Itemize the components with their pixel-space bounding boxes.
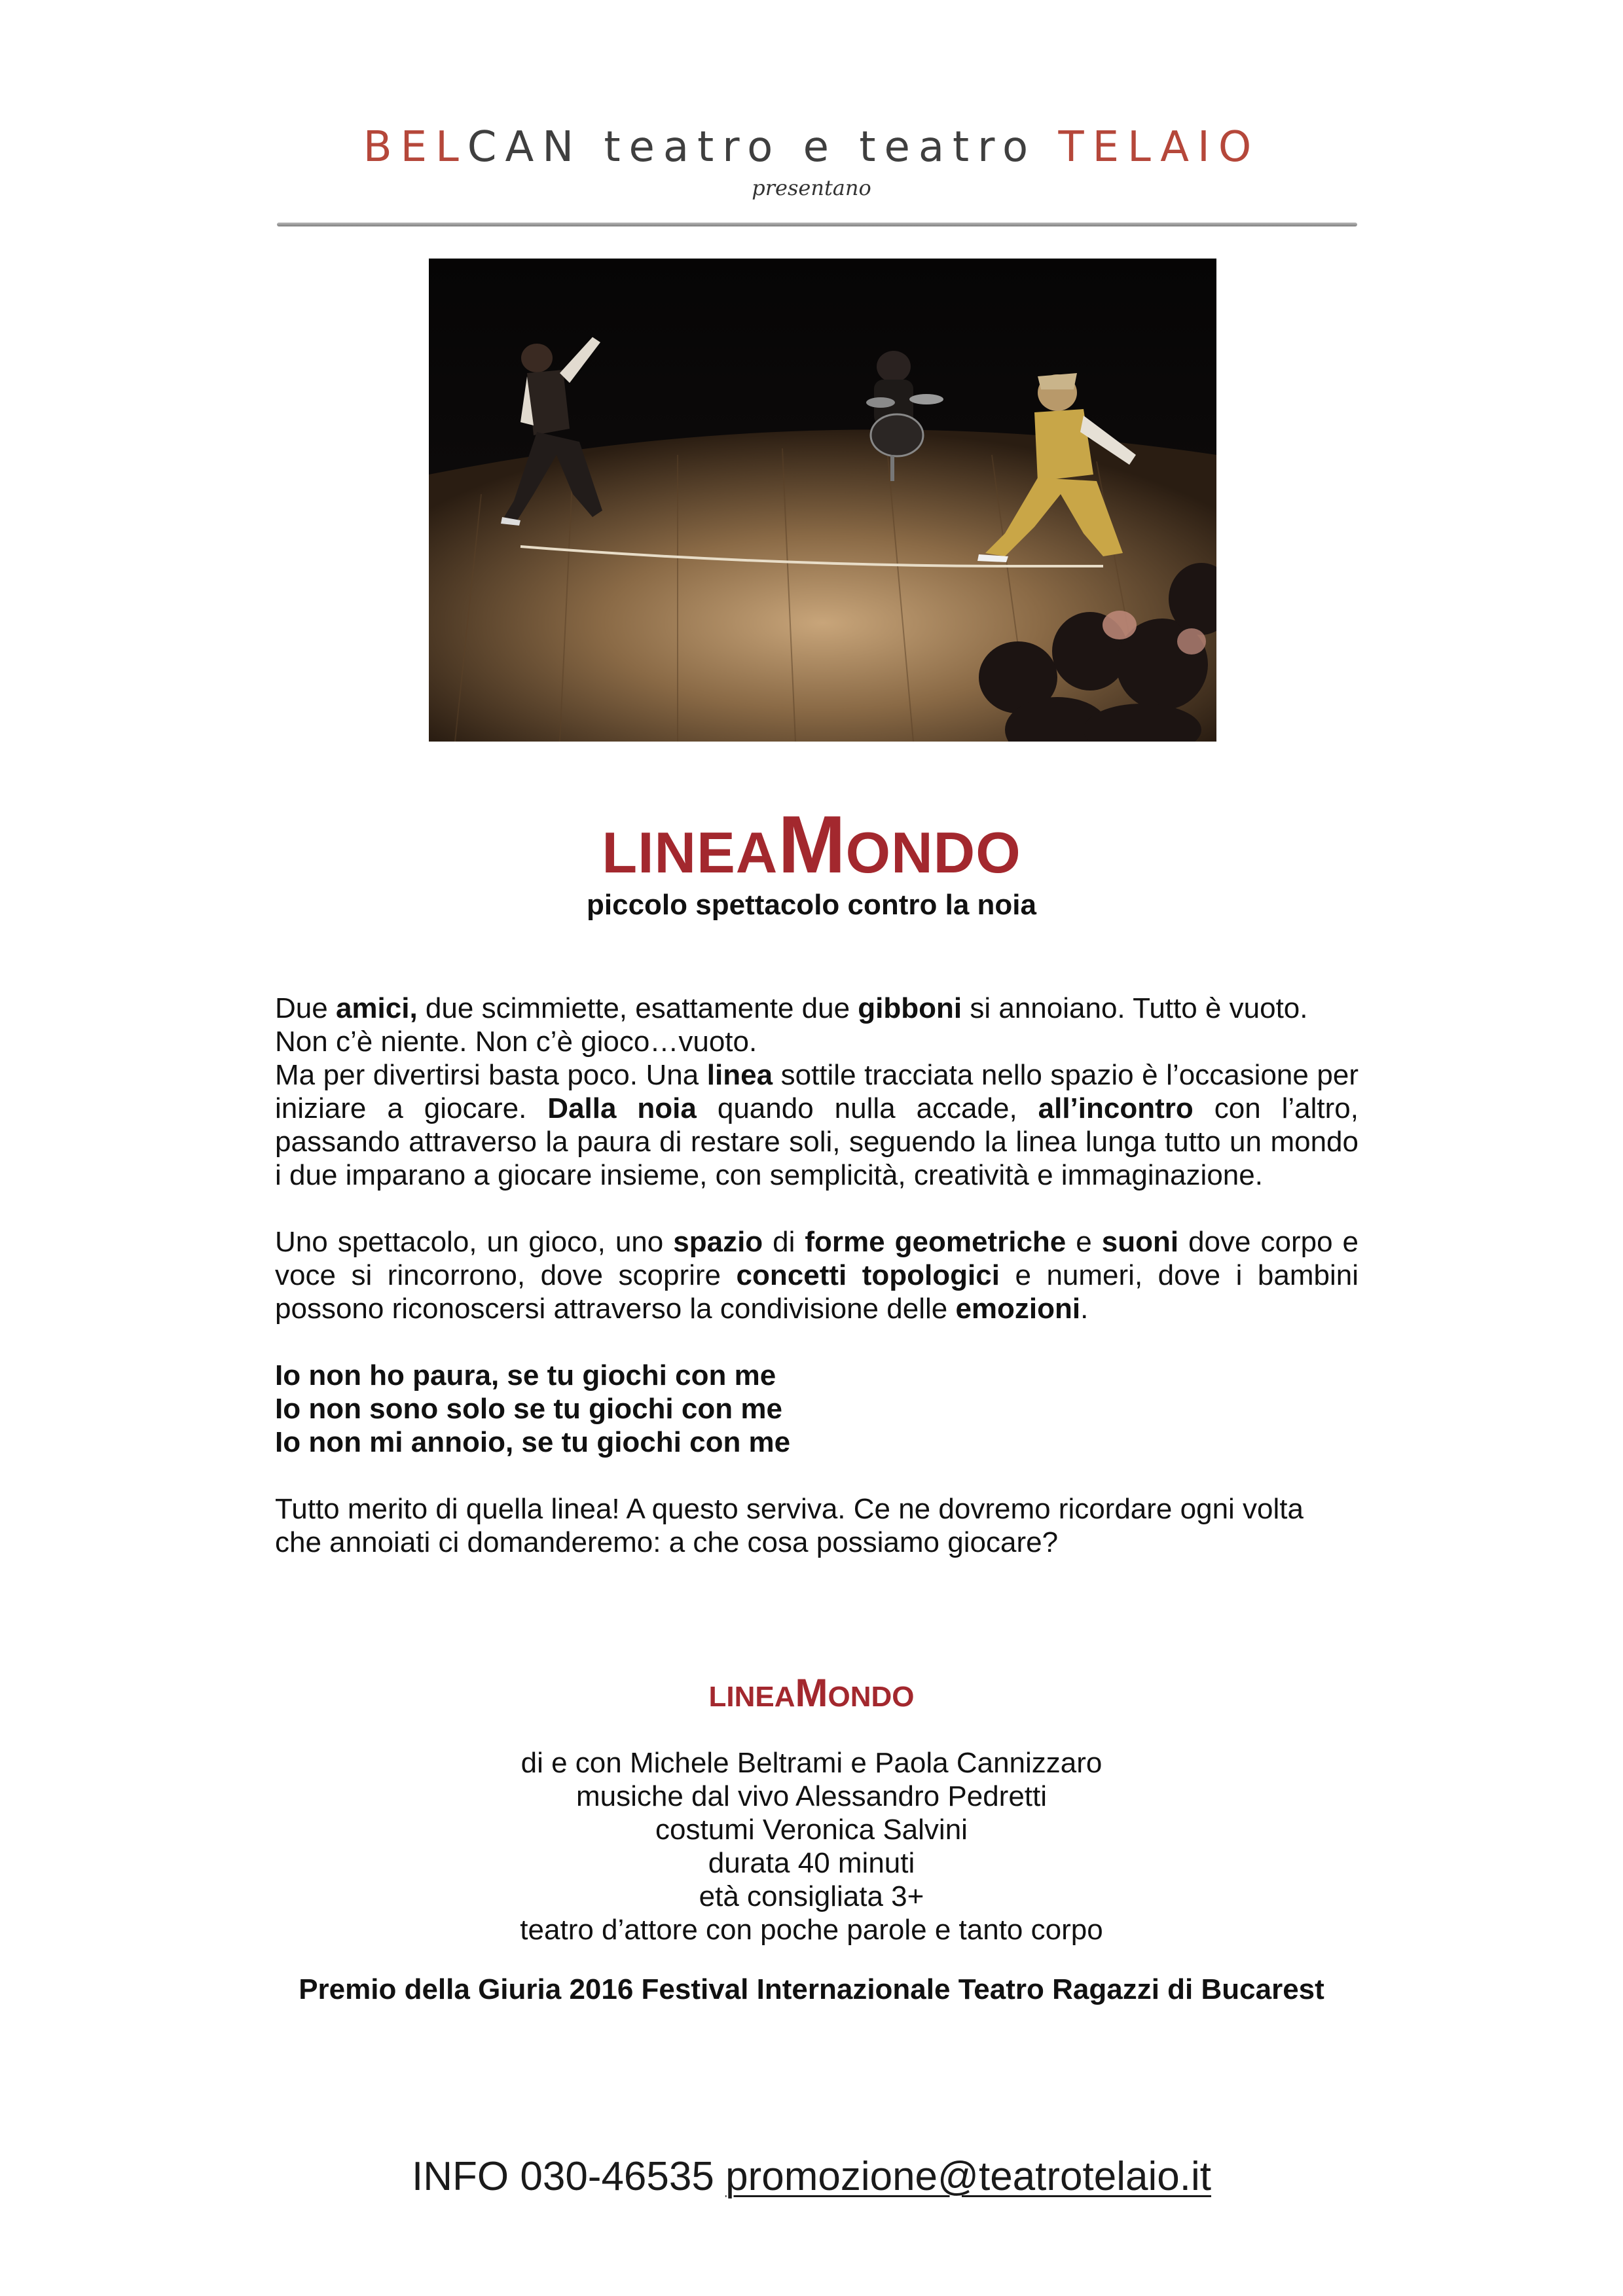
paragraph-2	[275, 1058, 1359, 1192]
text-run: e	[1066, 1226, 1102, 1258]
show-subtitle: piccolo spettacolo contro la noia	[587, 889, 1036, 921]
bold-text-run: all’incontro	[1038, 1092, 1194, 1124]
lyrics	[275, 1359, 1359, 1459]
credits-title-part-ondo: ONDO	[828, 1681, 915, 1713]
bold-text-run: linea	[706, 1059, 773, 1091]
footer-contact	[0, 2153, 1623, 2200]
bold-text-run: amici,	[335, 992, 418, 1024]
bold-text-run: concetti topologici	[736, 1259, 1000, 1291]
text-run: con l’altro, passando attraverso la paura di restare soli, seguendo la linea lunga tutto un mondo i due imparano a giocare insieme, con semplicità, creatività e immaginazione.	[275, 1092, 1359, 1191]
stage-photo-illustration	[429, 259, 1216, 742]
text-run: quando nulla accade,	[696, 1092, 1038, 1124]
text-run: Due	[275, 992, 336, 1024]
paragraph-1	[275, 992, 1359, 1025]
bold-text-run: suoni	[1101, 1226, 1179, 1258]
text-run: dove corpo e voce si rincorrono, dove scoprire	[275, 1226, 1359, 1291]
text-run: di	[763, 1226, 805, 1258]
description	[275, 992, 1359, 1559]
text-run: .	[1080, 1293, 1089, 1325]
header-divider	[277, 223, 1357, 226]
credits-title-part-linea: LINEA	[708, 1681, 795, 1713]
bold-text-run: Dalla noia	[547, 1092, 697, 1124]
text-run: Ma per divertirsi basta poco. Una	[275, 1059, 707, 1091]
organization-line	[0, 123, 1623, 171]
text-run: Uno spettacolo, un gioco, uno	[275, 1226, 674, 1258]
bold-text-run: gibboni	[858, 992, 962, 1024]
paragraph-4-line-1: Tutto merito di quella linea! A questo serviva. Ce ne dovremo ricordare ogni volta	[275, 1493, 1304, 1525]
text-run: due scimmiette, esattamente due	[417, 992, 858, 1024]
credit-line: di e con Michele Beltrami e Paola Cannizzaro	[520, 1747, 1103, 1779]
stage-photo	[429, 259, 1216, 742]
credits-title-part-m: M	[795, 1671, 828, 1715]
lyric-line: Io non mi annoio, se tu giochi con me	[275, 1426, 791, 1458]
org-part-middle: CAN teatro e teatro	[467, 123, 1059, 171]
show-title	[0, 798, 1623, 891]
text-run: sottile tracciata nello spazio è l’occasione per iniziare a giocare.	[275, 1059, 1359, 1124]
lyric-line: Io non sono solo se tu giochi con me	[275, 1393, 782, 1425]
award-line: Premio della Giuria 2016 Festival Internazionale Teatro Ragazzi di Bucarest	[299, 1973, 1324, 2005]
credit-line: musiche dal vivo Alessandro Pedretti	[575, 1780, 1048, 1812]
org-part-bel: BEL	[363, 123, 467, 171]
credit-line: teatro d’attore con poche parole e tanto corpo	[520, 1914, 1103, 1946]
lyric-line: Io non ho paura, se tu giochi con me	[275, 1359, 776, 1391]
email-link[interactable]: promozione@teatrotelaio.it	[725, 2154, 1211, 2199]
credit-line: durata 40 minuti	[708, 1847, 915, 1879]
header	[0, 123, 1623, 200]
text-run: e numeri, dove i bambini possono riconoscersi attraverso la condivisione delle	[275, 1259, 1359, 1325]
credit-line: età consigliata 3+	[699, 1880, 924, 1912]
paragraph-1-line-2: Non c’è niente. Non c’è gioco…vuoto.	[275, 1026, 757, 1058]
credit-line: costumi Veronica Salvini	[655, 1814, 968, 1846]
paragraph-4-line-2: che annoiati ci domanderemo: a che cosa possiamo giocare?	[275, 1526, 1059, 1558]
bold-text-run: emozioni	[955, 1293, 1081, 1325]
info-phone: INFO 030-46535	[412, 2154, 726, 2199]
bold-text-run: spazio	[673, 1226, 763, 1258]
text-run: si annoiano. Tutto è vuoto.	[962, 992, 1308, 1024]
presents-label: presentano	[752, 175, 871, 200]
org-part-telaio: TELAIO	[1058, 123, 1260, 171]
credits-title	[0, 1670, 1623, 1715]
bold-text-run: forme geometriche	[805, 1226, 1067, 1258]
paragraph-3	[275, 1225, 1359, 1325]
title-part-linea: LINEA	[602, 820, 778, 885]
title-part-m: M	[778, 800, 846, 890]
credits-list	[0, 1746, 1623, 1946]
title-part-ondo: ONDO	[845, 820, 1021, 885]
